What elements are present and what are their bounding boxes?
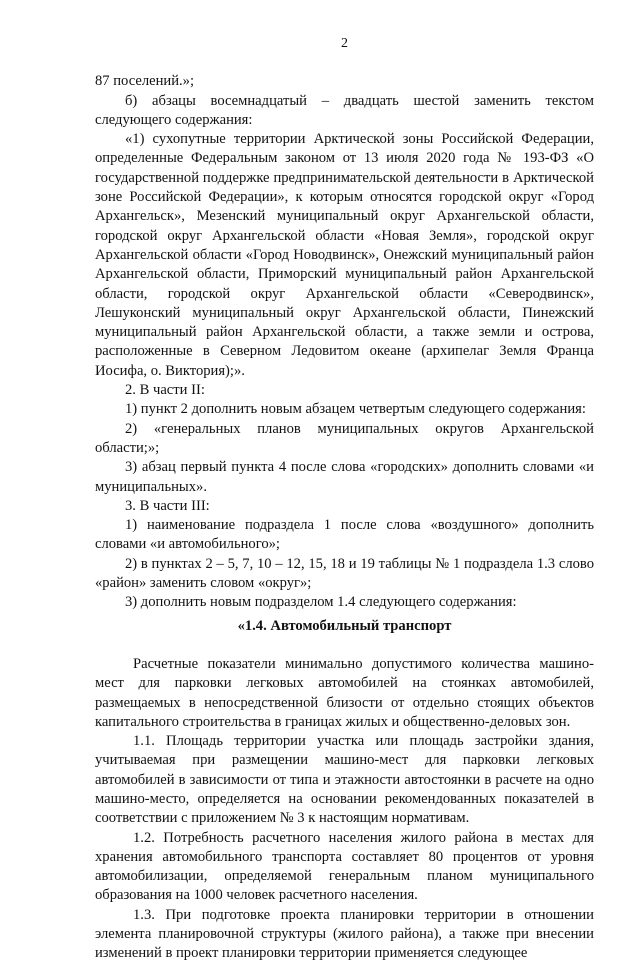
paragraph-arctic-territories: «1) сухопутные территории Арктической зоны Российской Федерации, определенные Федеральным законом от 13 июля 2020 года № 193-ФЗ «О государственной поддержке предпринимательской деятельности в Арктической зоне Российской Федерации», к которым относятся городской округ «Город Архангельск», Мезенский муниципальный округ Архангельской области, городской округ Архангельской области «Новая Земля», городской округ Архангельской области «Город Новодвинск», Онежский муниципальный район Архангельской области, Приморский муниципальный район Архангельской области, городской округ Архангельской области «Северодвинск», Лешуконский муниципальный округ Архангельской области, Пинежский муниципальный район Архангельской области, а также земли и острова, расположенные в Северном Ледовитом океане (архипелаг Земля Франца Иосифа, о. Виктория);». (95, 131, 594, 379)
paragraph-part-2-item-1: 1) пункт 2 дополнить новым абзацем четвертым следующего содержания: (125, 401, 586, 418)
paragraph-part-2-item-2: 2) «генеральных планов муниципальных округов Архангельской области;»; (95, 420, 594, 456)
paragraph-part-3-item-1: 1) наименование подраздела 1 после слова «воздушного» дополнить словами «и автомобильного»; (95, 517, 594, 553)
section-paragraph-1-2: 1.2. Потребность расчетного населения жилого района в местах для хранения автомобильного транспорта составляет 80 процентов от уровня автомобилизации, определяемой генеральным планом муниципального образования на 1000 человек расчетного населения. (95, 829, 594, 904)
section-paragraph-intro: Расчетные показатели минимально допустимого количества машино-мест для парковки легковых автомобилей на стоянках автомобилей, размещаемых в непосредственной близости от отдельно стоящих объектов капитального строительства в границах жилых и общественно-деловых зон. (95, 655, 594, 730)
section-paragraph-1-3: 1.3. При подготовке проекта планировки территории в отношении элемента планировочной структуры (жилого района), а также при внесении изменений в проект планировки территории применяется следующее (95, 906, 594, 962)
page-number: 2 (341, 36, 348, 51)
paragraph-part-2-item-3: 3) абзац первый пункта 4 после слова «городских» дополнить словами «и муниципальных». (95, 459, 594, 495)
paragraph-part-3: 3. В части III: (125, 497, 210, 514)
paragraph-87-settlements: 87 поселений.»; (95, 73, 195, 90)
section-heading: «1.4. Автомобильный транспорт (237, 617, 452, 634)
paragraph-part-3-item-2: 2) в пунктах 2 – 5, 7, 10 – 12, 15, 18 и 19 таблицы № 1 подраздела 1.3 слово «район» заменить словом «округ»; (95, 555, 594, 592)
paragraph-item-b: б) абзацы восемнадцатый – двадцать шестой заменить текстом следующего содержания: (95, 92, 594, 128)
paragraph-part-2: 2. В части II: (125, 382, 205, 399)
paragraph-part-3-item-3: 3) дополнить новым подразделом 1.4 следующего содержания: (125, 594, 517, 611)
section-paragraph-1-1: 1.1. Площадь территории участка или площадь застройки здания, учитываемая при размещении машино-мест для парковки легковых автомобилей в зависимости от типа и этажности автостоянки в расчете на одно машино-место, определяется на основании рекомендованных показателей в соответствии с приложением № 3 к настоящим нормативам. (95, 733, 594, 827)
